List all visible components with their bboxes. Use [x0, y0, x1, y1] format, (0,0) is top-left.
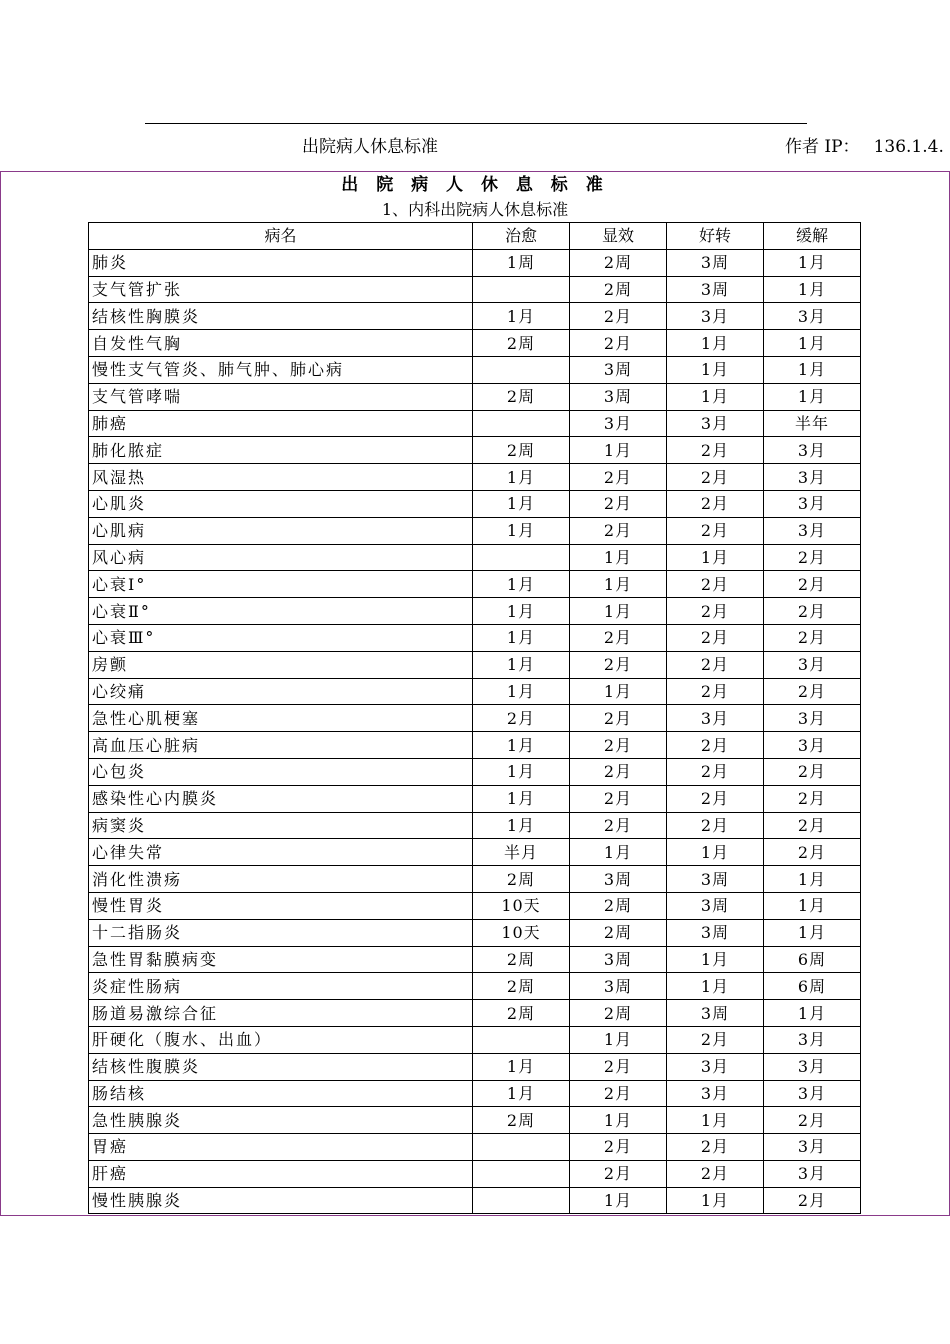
marked-effect-value: 1月: [570, 678, 667, 705]
marked-effect-value: 1月: [570, 1026, 667, 1053]
disease-name: 自发性气胸: [89, 330, 473, 357]
remission-value: 2月: [764, 678, 861, 705]
cured-value: [473, 1134, 570, 1161]
remission-value: 1月: [764, 1000, 861, 1027]
improved-value: 1月: [667, 383, 764, 410]
marked-effect-value: 3月: [570, 410, 667, 437]
cured-value: [473, 1026, 570, 1053]
improved-value: 2月: [667, 812, 764, 839]
improved-value: 3周: [667, 866, 764, 893]
improved-value: 3周: [667, 276, 764, 303]
remission-value: 2月: [764, 598, 861, 625]
table-row: [89, 1187, 861, 1214]
improved-value: 2月: [667, 1134, 764, 1161]
marked-effect-value: 2月: [570, 303, 667, 330]
remission-value: 3月: [764, 303, 861, 330]
cured-value: 1月: [473, 571, 570, 598]
improved-value: 1月: [667, 973, 764, 1000]
marked-effect-value: 1月: [570, 598, 667, 625]
remission-value: 2月: [764, 624, 861, 651]
improved-value: 2月: [667, 490, 764, 517]
remission-value: 3月: [764, 1026, 861, 1053]
marked-effect-value: 2月: [570, 330, 667, 357]
remission-value: 1月: [764, 356, 861, 383]
marked-effect-value: 2周: [570, 249, 667, 276]
remission-value: 3月: [764, 517, 861, 544]
marked-effect-value: 2周: [570, 1000, 667, 1027]
disease-name: 肺癌: [89, 410, 473, 437]
remission-value: 1月: [764, 249, 861, 276]
cured-value: 2周: [473, 437, 570, 464]
table-row: [89, 1107, 861, 1134]
table-row: [89, 919, 861, 946]
marked-effect-value: 2月: [570, 490, 667, 517]
cured-value: [473, 410, 570, 437]
cured-value: 1月: [473, 490, 570, 517]
disease-name: 肠道易激综合征: [89, 1000, 473, 1027]
remission-value: 3月: [764, 490, 861, 517]
improved-value: 3周: [667, 249, 764, 276]
disease-name: 慢性胃炎: [89, 892, 473, 919]
remission-value: 3月: [764, 705, 861, 732]
cured-value: 2周: [473, 1107, 570, 1134]
table-row: [89, 571, 861, 598]
disease-name: 风湿热: [89, 464, 473, 491]
cured-value: 1月: [473, 758, 570, 785]
cured-value: [473, 356, 570, 383]
table-row: [89, 973, 861, 1000]
table-header-row: [89, 223, 861, 250]
remission-value: 1月: [764, 330, 861, 357]
disease-name: 急性心肌梗塞: [89, 705, 473, 732]
column-header-marked-effect: 显效: [570, 223, 667, 250]
improved-value: 2月: [667, 1160, 764, 1187]
marked-effect-value: 2月: [570, 758, 667, 785]
author-label: 作者 IP：: [785, 137, 860, 157]
section-subtitle: 1、内科出院病人休息标准: [381, 200, 569, 219]
table-row: [89, 544, 861, 571]
table-row: [89, 1000, 861, 1027]
remission-value: 3月: [764, 1053, 861, 1080]
page-title: 出 院 病 人 休 息 标 准: [341, 175, 609, 195]
disease-name: 肝硬化（腹水、出血）: [89, 1026, 473, 1053]
remission-value: 3月: [764, 1160, 861, 1187]
remission-value: 1月: [764, 866, 861, 893]
cured-value: 1月: [473, 1080, 570, 1107]
improved-value: 3月: [667, 1053, 764, 1080]
disease-name: 慢性支气管炎、肺气肿、肺心病: [89, 356, 473, 383]
improved-value: 1月: [667, 544, 764, 571]
remission-value: 3月: [764, 1134, 861, 1161]
marked-effect-value: 1月: [570, 839, 667, 866]
improved-value: 2月: [667, 732, 764, 759]
improved-value: 3月: [667, 705, 764, 732]
disease-name: 肝癌: [89, 1160, 473, 1187]
marked-effect-value: 3周: [570, 383, 667, 410]
improved-value: 3周: [667, 892, 764, 919]
column-header-improved: 好转: [667, 223, 764, 250]
table-row: [89, 758, 861, 785]
cured-value: 1月: [473, 624, 570, 651]
remission-value: 3月: [764, 464, 861, 491]
column-header-remission: 缓解: [764, 223, 861, 250]
disease-name: 支气管扩张: [89, 276, 473, 303]
disease-name: 心衰Ⅱ°: [89, 598, 473, 625]
marked-effect-value: 2月: [570, 464, 667, 491]
table-row: [89, 705, 861, 732]
table-row: [89, 946, 861, 973]
marked-effect-value: 3周: [570, 866, 667, 893]
cured-value: 10天: [473, 919, 570, 946]
table-row: [89, 839, 861, 866]
table-row: [89, 1134, 861, 1161]
disease-name: 心衰Ⅰ°: [89, 571, 473, 598]
marked-effect-value: 2月: [570, 1160, 667, 1187]
disease-name: 支气管哮喘: [89, 383, 473, 410]
cured-value: 1月: [473, 517, 570, 544]
disease-name: 十二指肠炎: [89, 919, 473, 946]
cured-value: 2周: [473, 383, 570, 410]
improved-value: 1月: [667, 1187, 764, 1214]
marked-effect-value: 1月: [570, 437, 667, 464]
table-row: [89, 651, 861, 678]
disease-name: 心包炎: [89, 758, 473, 785]
table-row: [89, 598, 861, 625]
marked-effect-value: 1月: [570, 571, 667, 598]
disease-name: 胃癌: [89, 1134, 473, 1161]
table-row: [89, 437, 861, 464]
improved-value: 2月: [667, 624, 764, 651]
author-ip: 136.1.4.: [873, 137, 944, 157]
table-row: [89, 276, 861, 303]
table-row: [89, 303, 861, 330]
table-row: [89, 678, 861, 705]
marked-effect-value: 3周: [570, 973, 667, 1000]
cured-value: 2周: [473, 973, 570, 1000]
remission-value: 1月: [764, 919, 861, 946]
cured-value: [473, 1160, 570, 1187]
disease-name: 高血压心脏病: [89, 732, 473, 759]
header-rule: [145, 123, 807, 124]
cured-value: 1月: [473, 678, 570, 705]
marked-effect-value: 1月: [570, 544, 667, 571]
remission-value: 2月: [764, 571, 861, 598]
disease-name: 房颤: [89, 651, 473, 678]
disease-name: 结核性胸膜炎: [89, 303, 473, 330]
remission-value: 3月: [764, 1080, 861, 1107]
table-row: [89, 1053, 861, 1080]
disease-name: 结核性腹膜炎: [89, 1053, 473, 1080]
improved-value: 3月: [667, 410, 764, 437]
marked-effect-value: 1月: [570, 1107, 667, 1134]
marked-effect-value: 1月: [570, 1187, 667, 1214]
disease-name: 炎症性肠病: [89, 973, 473, 1000]
cured-value: 1月: [473, 651, 570, 678]
cured-value: 1月: [473, 598, 570, 625]
disease-name: 急性胰腺炎: [89, 1107, 473, 1134]
table-row: [89, 866, 861, 893]
cured-value: 1周: [473, 249, 570, 276]
table-row: [89, 464, 861, 491]
cured-value: 2周: [473, 946, 570, 973]
disease-name: 肺炎: [89, 249, 473, 276]
marked-effect-value: 2月: [570, 732, 667, 759]
remission-value: 2月: [764, 839, 861, 866]
remission-value: 2月: [764, 812, 861, 839]
improved-value: 2月: [667, 437, 764, 464]
table-row: [89, 490, 861, 517]
remission-value: 2月: [764, 544, 861, 571]
improved-value: 2月: [667, 517, 764, 544]
cured-value: 1月: [473, 785, 570, 812]
improved-value: 2月: [667, 571, 764, 598]
remission-value: 1月: [764, 276, 861, 303]
cured-value: 1月: [473, 303, 570, 330]
marked-effect-value: 2周: [570, 919, 667, 946]
improved-value: 3周: [667, 1000, 764, 1027]
disease-name: 心肌病: [89, 517, 473, 544]
disease-name: 病窦炎: [89, 812, 473, 839]
cured-value: 2周: [473, 1000, 570, 1027]
remission-value: 6周: [764, 973, 861, 1000]
marked-effect-value: 2周: [570, 892, 667, 919]
remission-value: 6周: [764, 946, 861, 973]
improved-value: 1月: [667, 330, 764, 357]
rest-standard-table: [88, 222, 861, 1214]
table-row: [89, 1160, 861, 1187]
header-doc-title: 出院病人休息标准: [302, 137, 438, 157]
table-row: [89, 410, 861, 437]
remission-value: 2月: [764, 758, 861, 785]
improved-value: 1月: [667, 946, 764, 973]
remission-value: 1月: [764, 892, 861, 919]
disease-name: 肺化脓症: [89, 437, 473, 464]
improved-value: 3月: [667, 1080, 764, 1107]
table-row: [89, 785, 861, 812]
improved-value: 2月: [667, 598, 764, 625]
improved-value: 1月: [667, 839, 764, 866]
remission-value: 1月: [764, 383, 861, 410]
disease-name: 风心病: [89, 544, 473, 571]
table-row: [89, 732, 861, 759]
improved-value: 3周: [667, 919, 764, 946]
disease-name: 心绞痛: [89, 678, 473, 705]
header-author: [785, 136, 944, 158]
improved-value: 2月: [667, 464, 764, 491]
marked-effect-value: 3周: [570, 946, 667, 973]
marked-effect-value: 2月: [570, 812, 667, 839]
marked-effect-value: 2周: [570, 276, 667, 303]
remission-value: 3月: [764, 732, 861, 759]
improved-value: 2月: [667, 651, 764, 678]
cured-value: 半月: [473, 839, 570, 866]
disease-name: 感染性心内膜炎: [89, 785, 473, 812]
cured-value: [473, 544, 570, 571]
remission-value: 3月: [764, 651, 861, 678]
table-row: [89, 383, 861, 410]
remission-value: 2月: [764, 1107, 861, 1134]
table-row: [89, 1026, 861, 1053]
disease-name: 肠结核: [89, 1080, 473, 1107]
disease-name: 心肌炎: [89, 490, 473, 517]
table-row: [89, 812, 861, 839]
column-header-cured: 治愈: [473, 223, 570, 250]
marked-effect-value: 2月: [570, 1053, 667, 1080]
cured-value: 2周: [473, 330, 570, 357]
table-row: [89, 356, 861, 383]
remission-value: 2月: [764, 785, 861, 812]
cured-value: 1月: [473, 812, 570, 839]
cured-value: 10天: [473, 892, 570, 919]
improved-value: 2月: [667, 678, 764, 705]
table-body: [89, 249, 861, 1214]
cured-value: 1月: [473, 1053, 570, 1080]
disease-name: 心律失常: [89, 839, 473, 866]
marked-effect-value: 2月: [570, 1080, 667, 1107]
remission-value: 3月: [764, 437, 861, 464]
column-header-disease: 病名: [89, 223, 473, 250]
remission-value: 半年: [764, 410, 861, 437]
marked-effect-value: 2月: [570, 705, 667, 732]
marked-effect-value: 3周: [570, 356, 667, 383]
table-row: [89, 892, 861, 919]
improved-value: 2月: [667, 758, 764, 785]
table-row: [89, 517, 861, 544]
improved-value: 2月: [667, 1026, 764, 1053]
table-row: [89, 330, 861, 357]
table-row: [89, 1080, 861, 1107]
marked-effect-value: 2月: [570, 517, 667, 544]
improved-value: 1月: [667, 1107, 764, 1134]
table-row: [89, 624, 861, 651]
improved-value: 2月: [667, 785, 764, 812]
marked-effect-value: 2月: [570, 624, 667, 651]
disease-name: 慢性胰腺炎: [89, 1187, 473, 1214]
disease-name: 心衰Ⅲ°: [89, 624, 473, 651]
cured-value: 2周: [473, 866, 570, 893]
cured-value: 1月: [473, 464, 570, 491]
marked-effect-value: 2月: [570, 651, 667, 678]
marked-effect-value: 2月: [570, 1134, 667, 1161]
cured-value: 1月: [473, 732, 570, 759]
cured-value: [473, 1187, 570, 1214]
marked-effect-value: 2月: [570, 785, 667, 812]
cured-value: [473, 276, 570, 303]
improved-value: 1月: [667, 356, 764, 383]
remission-value: 2月: [764, 1187, 861, 1214]
disease-name: 消化性溃疡: [89, 866, 473, 893]
table-row: [89, 249, 861, 276]
cured-value: 2月: [473, 705, 570, 732]
disease-name: 急性胃黏膜病变: [89, 946, 473, 973]
improved-value: 3月: [667, 303, 764, 330]
